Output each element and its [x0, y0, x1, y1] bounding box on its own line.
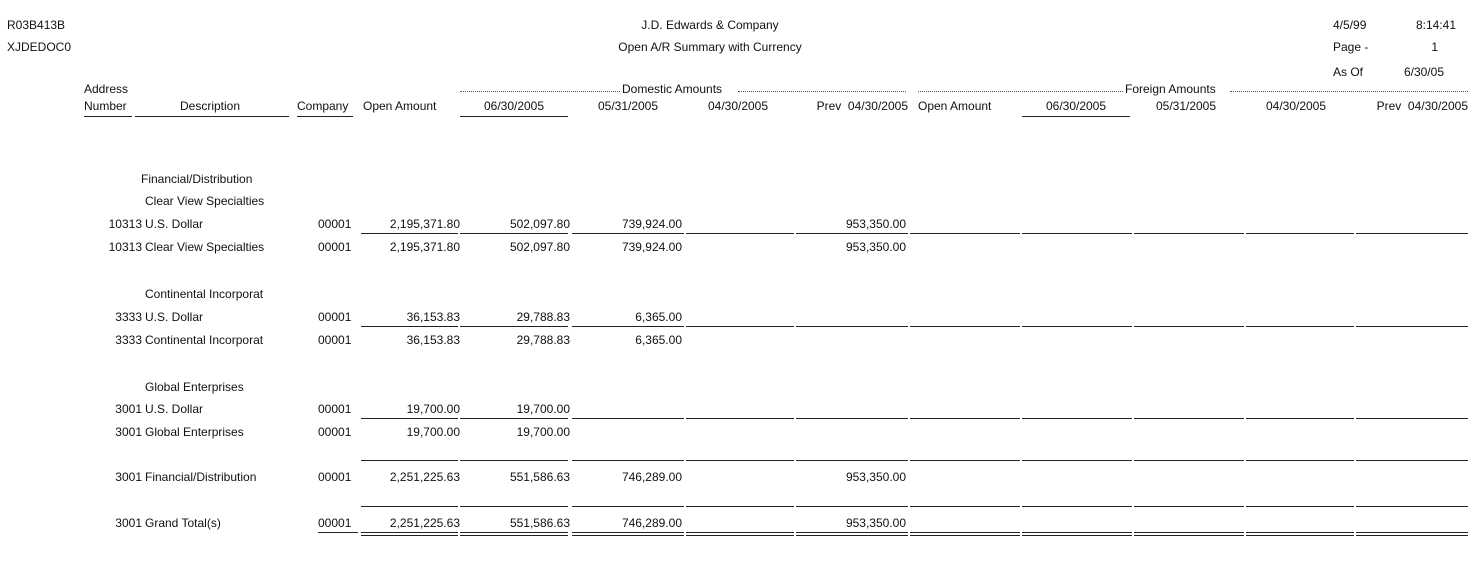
group-total-overline-4	[796, 460, 908, 461]
detail-underline-2	[572, 418, 684, 419]
underline-company	[297, 116, 353, 117]
report-id: R03B413B	[7, 18, 66, 32]
subtotal-description: Clear View Specialties	[145, 240, 265, 254]
grand-total-bucket-1: 551,586.63	[509, 516, 570, 530]
detail-open-amount: 36,153.83	[406, 310, 460, 324]
grand-total-address: 3001	[115, 516, 142, 530]
detail-underline-3	[686, 326, 794, 327]
detail-underline-3	[686, 418, 794, 419]
grand-total-open-amount: 2,251,225.63	[389, 516, 460, 530]
grand-total-overline-7	[1134, 506, 1244, 507]
detail-address: 10313	[108, 217, 142, 231]
underline-domestic-1	[460, 116, 568, 117]
group-heading: Financial/Distribution	[141, 172, 253, 186]
grand-total-double-underline-3	[686, 532, 794, 536]
group-total-overline-7	[1134, 460, 1244, 461]
page-number: 1	[1431, 40, 1438, 54]
col-foreign-open-amount: Open Amount	[918, 99, 992, 113]
col-domestic-prev: Prev 04/30/2005	[816, 99, 908, 113]
detail-underline-4	[796, 326, 908, 327]
detail-address: 3333	[115, 310, 142, 324]
grand-total-overline-1	[460, 506, 568, 507]
col-foreign-bucket-3: 04/30/2005	[1265, 99, 1327, 113]
subtotal-address: 3333	[115, 333, 142, 347]
detail-bucket-1: 19,700.00	[516, 402, 570, 416]
detail-underline-8	[1246, 326, 1354, 327]
page-label: Page -	[1333, 40, 1369, 54]
detail-underline-9	[1356, 418, 1468, 419]
grand-total-double-underline-6	[1022, 532, 1132, 536]
grand-total-overline-2	[572, 506, 684, 507]
group-total-overline-2	[572, 460, 684, 461]
report-title: Open A/R Summary with Currency	[618, 40, 802, 54]
print-time: 8:14:41	[1415, 18, 1456, 32]
underline-address	[84, 116, 132, 117]
group-total-overline-5	[910, 460, 1020, 461]
group-total-overline-1	[460, 460, 568, 461]
col-foreign-bucket-2: 05/31/2005	[1155, 99, 1217, 113]
detail-company: 00001	[318, 402, 352, 416]
detail-underline-3	[686, 233, 794, 234]
grand-total-overline-6	[1022, 506, 1132, 507]
grand-total-bucket-2: 746,289.00	[621, 516, 682, 530]
subtotal-description: Global Enterprises	[145, 425, 244, 439]
col-domestic-bucket-2: 05/31/2005	[597, 99, 659, 113]
detail-underline-0	[361, 418, 458, 419]
detail-underline-1	[460, 326, 568, 327]
subtotal-company: 00001	[318, 240, 352, 254]
foreign-dots-right	[1230, 91, 1468, 92]
foreign-amounts-label: Foreign Amounts	[1125, 82, 1216, 96]
domestic-amounts-label: Domestic Amounts	[622, 82, 723, 96]
company-name: J.D. Edwards & Company	[641, 18, 779, 32]
detail-underline-7	[1134, 233, 1244, 234]
domestic-dots-right	[738, 91, 906, 92]
detail-underline-9	[1356, 233, 1468, 234]
detail-bucket-2: 6,365.00	[635, 310, 682, 324]
detail-bucket-1: 502,097.80	[509, 217, 570, 231]
as-of-label: As Of	[1333, 65, 1364, 79]
detail-underline-5	[910, 326, 1020, 327]
col-domestic-bucket-1: 06/30/2005	[483, 99, 545, 113]
grand-total-double-underline-9	[1356, 532, 1468, 536]
detail-underline-7	[1134, 326, 1244, 327]
detail-open-amount: 2,195,371.80	[389, 217, 460, 231]
group-total-overline-0	[361, 460, 458, 461]
underline-foreign-1	[1022, 116, 1130, 117]
as-of-date: 6/30/05	[1403, 65, 1444, 79]
customer-heading: Global Enterprises	[145, 380, 244, 394]
grand-total-overline-5	[910, 506, 1020, 507]
grand-total-description: Grand Total(s)	[145, 516, 221, 530]
grand-total-prev: 953,350.00	[845, 516, 906, 530]
detail-address: 3001	[115, 402, 142, 416]
subtotal-company: 00001	[318, 333, 352, 347]
subtotal-prev: 953,350.00	[845, 240, 906, 254]
detail-open-amount: 19,700.00	[406, 402, 460, 416]
detail-prev: 953,350.00	[845, 217, 906, 231]
grand-total-double-underline-5	[910, 532, 1020, 536]
subtotal-bucket-1: 29,788.83	[516, 333, 570, 347]
detail-underline-6	[1022, 233, 1132, 234]
detail-underline-5	[910, 233, 1020, 234]
subtotal-address: 10313	[108, 240, 142, 254]
grand-total-overline-4	[796, 506, 908, 507]
report-version: XJDEDOC0	[7, 40, 72, 54]
print-date: 4/5/99	[1333, 18, 1367, 32]
grand-total-double-underline-7	[1134, 532, 1244, 536]
detail-company: 00001	[318, 310, 352, 324]
detail-underline-4	[796, 233, 908, 234]
grand-total-overline-9	[1356, 506, 1468, 507]
col-foreign-prev: Prev 04/30/2005	[1376, 99, 1468, 113]
detail-underline-9	[1356, 326, 1468, 327]
group-total-overline-8	[1246, 460, 1354, 461]
grand-total-double-underline-4	[796, 532, 908, 536]
grand-total-company-underline	[318, 532, 358, 533]
subtotal-bucket-1: 502,097.80	[509, 240, 570, 254]
group-total-prev: 953,350.00	[845, 470, 906, 484]
grand-total-overline-3	[686, 506, 794, 507]
detail-description: U.S. Dollar	[145, 402, 204, 416]
detail-underline-8	[1246, 418, 1354, 419]
customer-heading: Continental Incorporat	[145, 287, 264, 301]
subtotal-company: 00001	[318, 425, 352, 439]
detail-company: 00001	[318, 217, 352, 231]
group-total-bucket-2: 746,289.00	[621, 470, 682, 484]
grand-total-double-underline-8	[1246, 532, 1354, 536]
group-total-overline-6	[1022, 460, 1132, 461]
subtotal-open-amount: 19,700.00	[406, 425, 460, 439]
detail-description: U.S. Dollar	[145, 217, 204, 231]
detail-underline-2	[572, 233, 684, 234]
grand-total-company: 00001	[318, 516, 352, 530]
subtotal-bucket-2: 739,924.00	[621, 240, 682, 254]
detail-underline-2	[572, 326, 684, 327]
detail-underline-4	[796, 418, 908, 419]
detail-underline-0	[361, 326, 458, 327]
detail-bucket-1: 29,788.83	[516, 310, 570, 324]
col-description: Description	[179, 99, 241, 113]
group-total-company: 00001	[318, 470, 352, 484]
detail-underline-0	[361, 233, 458, 234]
group-total-overline-9	[1356, 460, 1468, 461]
detail-underline-1	[460, 418, 568, 419]
group-total-description: Financial/Distribution	[145, 470, 257, 484]
detail-underline-5	[910, 418, 1020, 419]
group-total-overline-3	[686, 460, 794, 461]
col-open-amount: Open Amount	[363, 99, 437, 113]
col-foreign-bucket-1: 06/30/2005	[1045, 99, 1107, 113]
group-total-open-amount: 2,251,225.63	[389, 470, 460, 484]
grand-total-overline-8	[1246, 506, 1354, 507]
subtotal-open-amount: 2,195,371.80	[389, 240, 460, 254]
group-total-bucket-1: 551,586.63	[509, 470, 570, 484]
grand-total-double-underline-2	[572, 532, 684, 536]
col-address-top: Address	[84, 82, 129, 96]
col-company: Company	[297, 99, 349, 113]
detail-underline-8	[1246, 233, 1354, 234]
detail-underline-7	[1134, 418, 1244, 419]
detail-underline-6	[1022, 418, 1132, 419]
col-address-bottom: Number	[84, 99, 127, 113]
grand-total-overline-0	[361, 506, 458, 507]
detail-underline-1	[460, 233, 568, 234]
detail-bucket-2: 739,924.00	[621, 217, 682, 231]
foreign-dots-left	[918, 91, 1123, 92]
grand-total-double-underline-0	[361, 532, 458, 536]
group-total-address: 3001	[115, 470, 142, 484]
grand-total-double-underline-1	[460, 532, 568, 536]
customer-heading: Clear View Specialties	[145, 194, 265, 208]
col-domestic-bucket-3: 04/30/2005	[707, 99, 769, 113]
subtotal-open-amount: 36,153.83	[406, 333, 460, 347]
underline-description	[135, 116, 289, 117]
domestic-dots-left	[460, 91, 620, 92]
subtotal-address: 3001	[115, 425, 142, 439]
subtotal-bucket-1: 19,700.00	[516, 425, 570, 439]
subtotal-bucket-2: 6,365.00	[635, 333, 682, 347]
detail-description: U.S. Dollar	[145, 310, 204, 324]
subtotal-description: Continental Incorporat	[145, 333, 264, 347]
detail-underline-6	[1022, 326, 1132, 327]
